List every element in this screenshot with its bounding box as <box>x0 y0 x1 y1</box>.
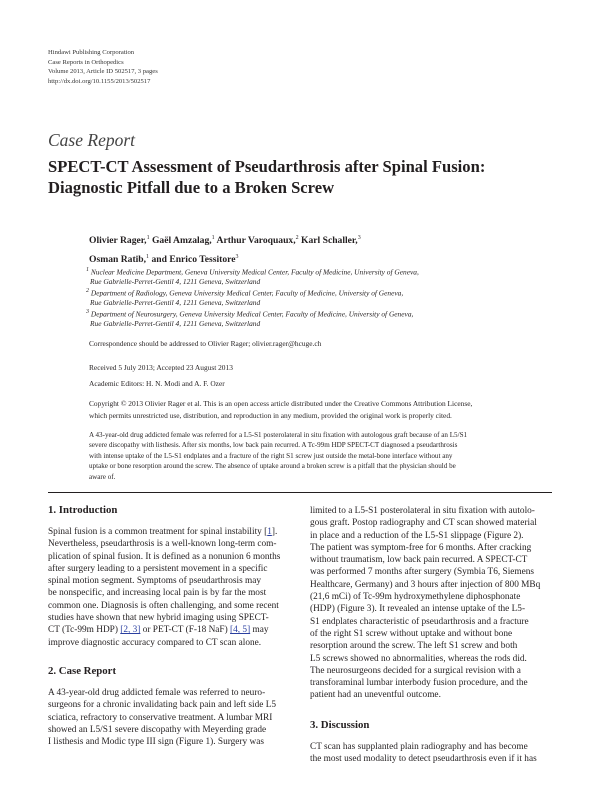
author: Karl Schaller, <box>301 235 358 247</box>
case-paragraph <box>48 687 306 748</box>
right-column <box>310 505 568 765</box>
affiliation-text: Nuclear Medicine Department, Geneva University Medical Center, Faculty of Medicine, University of Geneva, <box>90 267 419 277</box>
affiliation-text: Department of Radiology, Geneva University Medical Center, Faculty of Medicine, University of Geneva, <box>90 288 404 298</box>
affiliation-address: Rue Gabrielle-Perret-Gentil 4, 1211 Geneva, Switzerland <box>90 277 261 287</box>
volume-info: Volume 2013, Article ID 502517, 3 pages <box>48 68 158 76</box>
text-line: the most used modality to detect pseudarthrosis even if it has <box>310 754 537 765</box>
abstract <box>89 430 556 482</box>
citation-link[interactable]: [2, 3] <box>120 625 141 636</box>
text-line: The patient was symptom-free for 6 months. After cracking <box>310 542 532 553</box>
abstract-line: severe discopathy with listhesis. After six months, low back pain recurred. A Tc-99m HDP SPECT-CT diagnosed a pseudarthrosis <box>89 441 458 450</box>
affiliations <box>86 266 419 329</box>
text: Spinal fusion is a common treatment for spinal instability [ <box>48 527 268 537</box>
affiliation-num: 3 <box>86 309 89 316</box>
article-title <box>48 156 568 198</box>
author-list <box>89 230 361 268</box>
discussion-paragraph <box>310 741 568 766</box>
text-line: Nevertheless, pseudarthrosis is a well-known long-term com- <box>48 539 277 550</box>
text-line: studies have shown that new hybrid imaging using SPECT- <box>48 613 269 624</box>
author-sup: 1 <box>146 235 150 241</box>
text-line: A 43-year-old drug addicted female was referred to neuro- <box>48 687 266 698</box>
affiliation-text: Department of Neurosurgery, Geneva University Medical Center, Faculty of Medicine, University of Geneva, <box>90 309 414 319</box>
author-sup: 1 <box>211 235 215 241</box>
divider <box>48 492 552 493</box>
abstract-line: aware of. <box>89 472 116 481</box>
copyright-line: which permits unrestricted use, distribution, and reproduction in any medium, provided the original work is properly cited. <box>89 410 452 420</box>
section-heading: 1. Introduction <box>48 504 118 516</box>
text-line: I listhesis and Modic type III sign (Figure 1). Surgery was <box>48 737 264 748</box>
journal-name: Case Reports in Orthopedics <box>48 58 124 66</box>
author-sup: 1 <box>146 254 150 261</box>
author: Arthur Varoquaux, <box>216 235 296 247</box>
article-type: Case Report <box>48 130 136 150</box>
text-line: S1 endplates characteristic of pseudarthrosis and a fracture <box>310 616 529 627</box>
abstract-line: with intense uptake of the L5-S1 endplates and a fracture of the right S1 screw just outside the metal-bone interface without any <box>89 451 453 460</box>
text-line: in place and a reduction of the L5-S1 slippage (Figure 2). <box>310 530 524 541</box>
text: CT (Tc-99m HDP) <box>48 625 121 636</box>
author: and Enrico Tessitore <box>151 254 236 266</box>
intro-paragraph <box>48 526 306 649</box>
text-line: plication of spinal fusion. It is defined as a nonunion 6 months <box>48 551 281 562</box>
text-line: without traumatism, low back pain recurred. A SPECT-CT <box>310 555 528 566</box>
title-line: SPECT-CT Assessment of Pseudarthrosis after Spinal Fusion: <box>48 157 486 176</box>
copyright-line: Copyright © 2013 Olivier Rager et al. This is an open access article distributed under the Creative Commons Attribution License, <box>89 399 473 408</box>
affiliation-address: Rue Gabrielle-Perret-Gentil 4, 1211 Geneva, Switzerland <box>90 319 261 329</box>
left-column <box>48 503 306 748</box>
author: Gaël Amzalag, <box>151 235 212 247</box>
text: may <box>250 625 269 636</box>
author-sup: 3 <box>235 254 239 261</box>
text: ]. <box>271 527 278 537</box>
text-line: surgeons for a chronic invalidating back pain and left side L5 <box>48 700 277 711</box>
copyright <box>89 398 554 421</box>
text-line: common one. Diagnosis is often challenging, and some recent <box>48 600 279 611</box>
text-line: CT scan has supplanted plain radiography and has become <box>310 741 528 752</box>
text-line: was performed 7 months after surgery (Symbia T6, Siemens <box>310 567 535 578</box>
affiliation-address: Rue Gabrielle-Perret-Gentil 4, 1211 Geneva, Switzerland <box>90 298 261 308</box>
author-sup: 3 <box>357 235 361 241</box>
text-line: transforaminal lumbar interbody fusion procedure, and the <box>310 678 528 689</box>
text-line: L5 screws showed no abnormalities, whereas the rods did. <box>310 653 527 664</box>
text-line: showed an L5/S1 severe discopathy with Meyerding grade <box>48 724 267 735</box>
text-line: The neurosurgeons decided for a surgical revision with a <box>310 665 521 676</box>
author-sup: 2 <box>295 235 299 241</box>
section-heading: 3. Discussion <box>310 718 370 731</box>
text-line: sciatica, refractory to conservative treatment. A lumbar MRI <box>48 712 273 723</box>
case-paragraph-cont <box>310 505 568 702</box>
section-heading: 2. Case Report <box>48 664 117 677</box>
citation-link[interactable]: 1 <box>267 527 272 537</box>
text-line: (21,6 mCi) of Tc-99m hydroxymethylene diphosphonate <box>310 592 521 603</box>
text: or PET-CT (F-18 NaF) <box>140 625 231 636</box>
affiliation-num: 1 <box>86 267 89 273</box>
abstract-line: uptake or bone resorption around the screw. The absence of uptake around a broken screw is a pitfall that the physician should be <box>89 462 456 471</box>
text-line: Healthcare, Germany) and 3 hours after injection of 800 MBq <box>310 579 541 590</box>
author: Osman Ratib, <box>89 254 147 266</box>
abstract-line: A 43-year-old drug addicted female was referred for a L5-S1 posterolateral in situ fixation with autologous graft because of an L5/S1 <box>89 431 468 439</box>
text-line: after surgery leading to a persistent movement in a specific <box>48 563 268 574</box>
text-line: improve diagnostic accuracy compared to CT scan alone. <box>48 637 262 648</box>
journal-header <box>48 48 158 87</box>
text-line: limited to a L5-S1 posterolateral in situ fixation with autolo- <box>310 506 535 516</box>
text-line: (HDP) (Figure 3). It revealed an intense uptake of the L5- <box>310 604 526 615</box>
doi-link[interactable]: http://dx.doi.org/10.1155/2013/502517 <box>48 78 151 86</box>
text-line: resorption around the screw. The left S1 screw and both <box>310 641 518 652</box>
title-line: Diagnostic Pitfall due to a Broken Screw <box>48 178 335 197</box>
text-line: gous graft. Postop radiography and CT scan showed material <box>310 518 537 529</box>
received-dates: Received 5 July 2013; Accepted 23 August 2013 <box>89 363 233 372</box>
correspondence: Correspondence should be addressed to Olivier Rager; olivier.rager@hcuge.ch <box>89 339 322 348</box>
citation-link[interactable]: [4, 5] <box>230 625 251 636</box>
publisher: Hindawi Publishing Corporation <box>48 49 135 56</box>
affiliation-num: 2 <box>86 288 89 295</box>
text-line: be nonspecific, and increasing local pain is by far the most <box>48 588 267 599</box>
academic-editors: Academic Editors: H. N. Modi and A. F. Ozer <box>89 379 225 388</box>
author: Olivier Rager, <box>89 235 147 247</box>
text-line: spinal motion segment. Symptoms of pseudarthrosis may <box>48 576 262 587</box>
text-line: of the right S1 screw without uptake and without bone <box>310 628 513 639</box>
text-line: patient had an uneventful outcome. <box>310 690 441 701</box>
